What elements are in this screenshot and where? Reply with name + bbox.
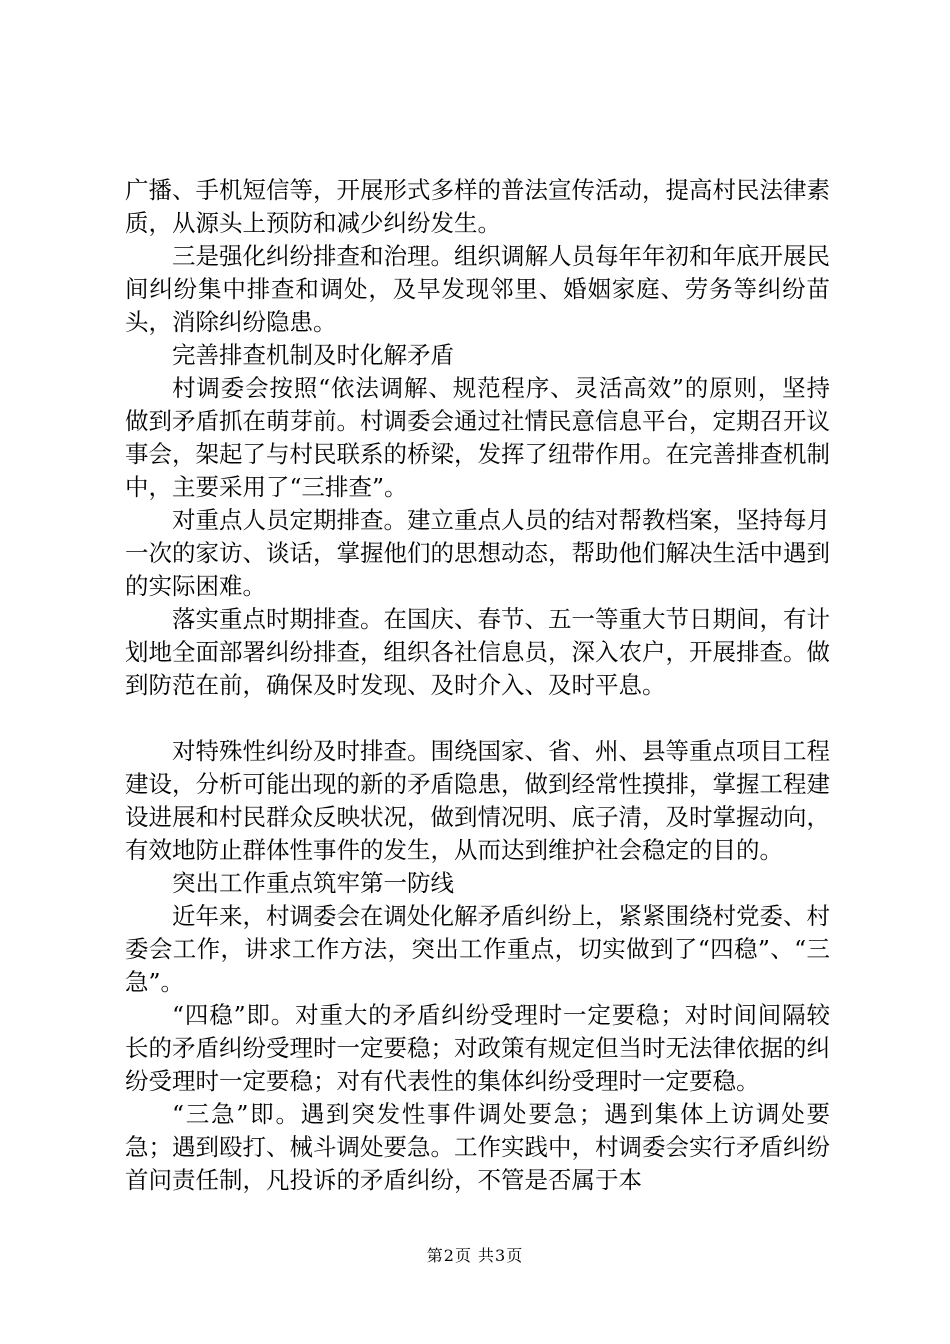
paragraph-9: “三急”即。遇到突发性事件调处要急；遇到集体上访调处要急；遇到殴打、械斗调处要急。工作实践中，村调委会实行矛盾纠纷首问责任制，凡投诉的矛盾纠纷，不管是否属于本 xyxy=(125,1100,830,1194)
paragraph-6: 对特殊性纠纷及时排查。围绕国家、省、州、县等重点项目工程建设，分析可能出现的新的矛盾隐患，做到经常性摸排，掌握工程建设进展和村民群众反映状况，做到情况明、底子清，及时掌握动向，有效地防止群体性事件的发生，从而达到维护社会稳定的目的。 xyxy=(125,737,830,864)
section-heading-2: 突出工作重点筑牢第一防线 xyxy=(172,869,454,897)
paragraph-1: 广播、手机短信等，开展形式多样的普法宣传活动，提高村民法律素质，从源头上预防和减少纠纷发生。 xyxy=(125,176,830,237)
paragraph-8: “四稳”即。对重大的矛盾纠纷受理时一定要稳；对时间间隔较长的矛盾纠纷受理时一定要稳；对政策有规定但当时无法律依据的纠纷受理时一定要稳；对有代表性的集体纠纷受理时一定要稳。 xyxy=(125,1001,830,1095)
page-number-footer: 第2页 共3页 xyxy=(426,1246,524,1265)
paragraph-4: 对重点人员定期排查。建立重点人员的结对帮教档案，坚持每月一次的家访、谈话，掌握他们的思想动态，帮助他们解决生活中遇到的实际困难。 xyxy=(125,506,830,600)
paragraph-3: 村调委会按照“依法调解、规范程序、灵活高效”的原则，坚持做到矛盾抓在萌芽前。村调委会通过社情民意信息平台，定期召开议事会，架起了与村民联系的桥梁，发挥了纽带作用。在完善排查机制中，主要采用了“三排查”。 xyxy=(125,374,830,501)
section-heading-1: 完善排查机制及时化解矛盾 xyxy=(172,341,454,369)
paragraph-7: 近年来，村调委会在调处化解矛盾纠纷上，紧紧围绕村党委、村委会工作，讲求工作方法，突出工作重点，切实做到了“四稳”、“三急”。 xyxy=(125,902,830,996)
document-body xyxy=(125,174,830,1197)
paragraph-2: 三是强化纠纷排查和治理。组织调解人员每年年初和年底开展民间纠纷集中排查和调处，及早发现邻里、婚姻家庭、劳务等纠纷苗头，消除纠纷隐患。 xyxy=(125,242,830,336)
paragraph-5: 落实重点时期排查。在国庆、春节、五一等重大节日期间，有计划地全面部署纠纷排查，组织各社信息员，深入农户，开展排查。做到防范在前，确保及时发现、及时介入、及时平息。 xyxy=(125,605,830,699)
blank-line xyxy=(125,702,830,735)
